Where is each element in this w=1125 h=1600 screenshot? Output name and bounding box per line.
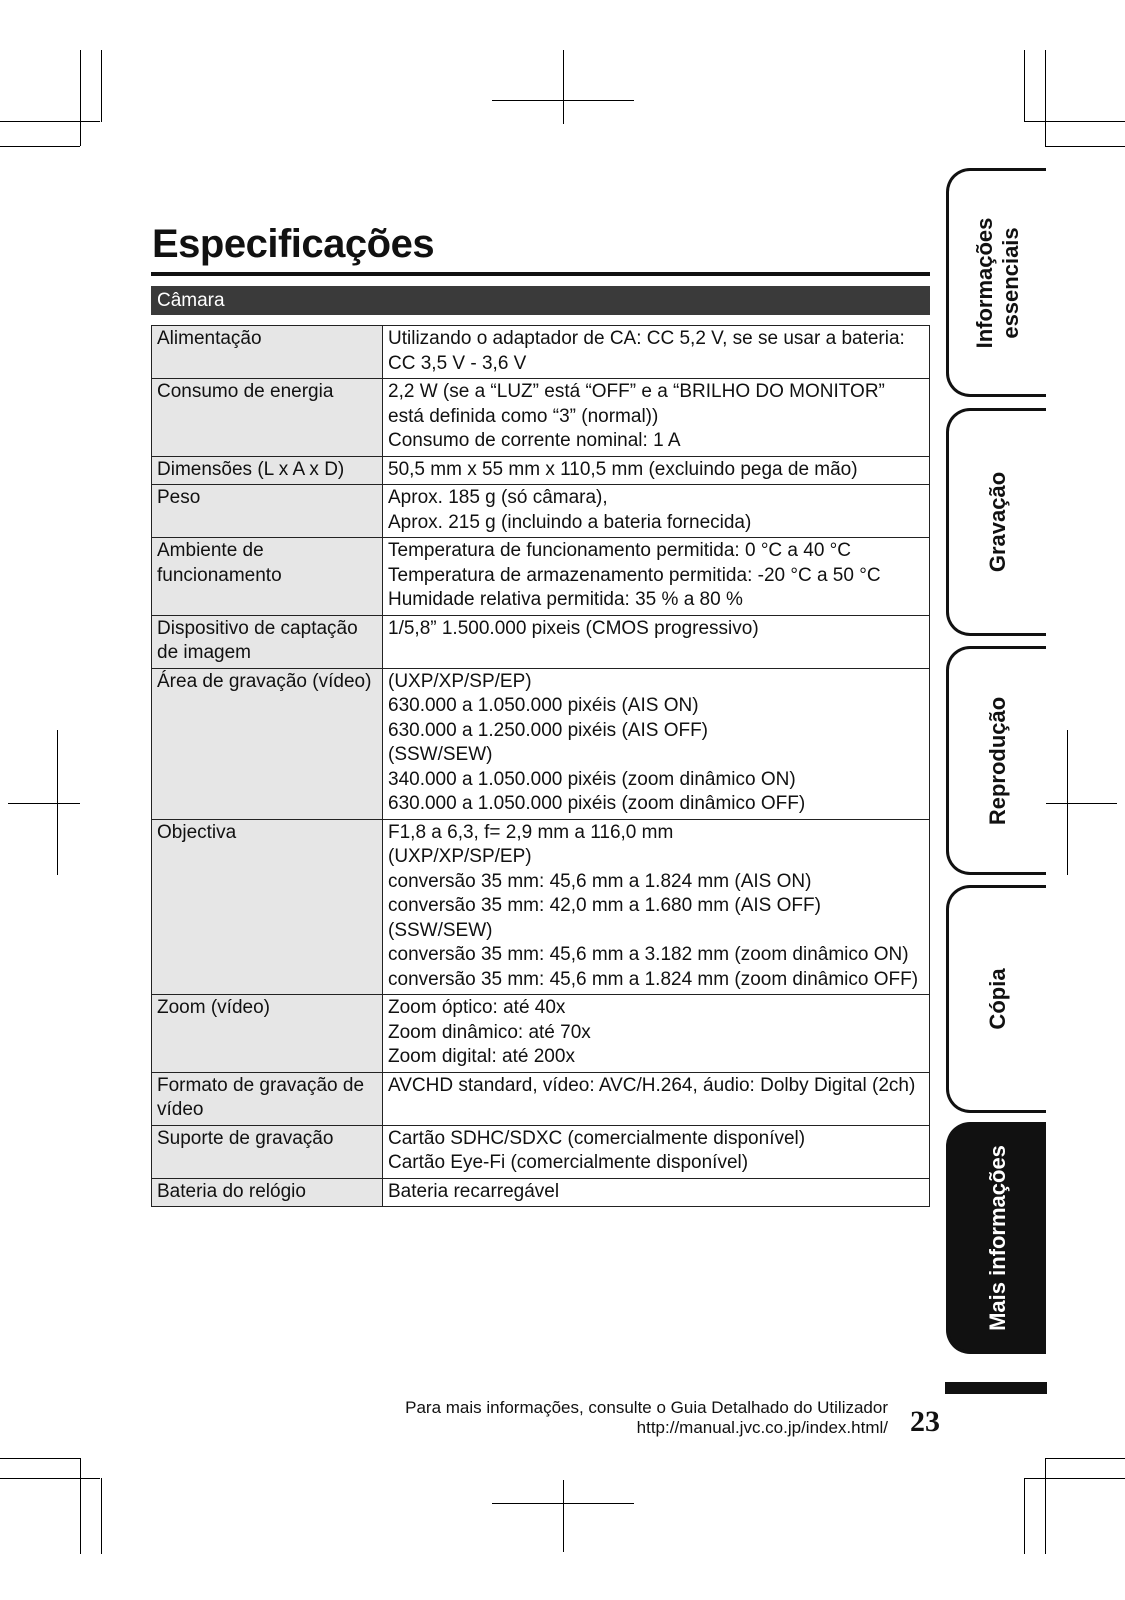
spec-value-line: Aprox. 185 g (só câmara), [388, 487, 608, 508]
tab-label: Cópia [984, 968, 1010, 1030]
spec-value [383, 538, 930, 616]
spec-value-line: F1,8 a 6,3, f= 2,9 mm a 116,0 mm [388, 821, 674, 843]
table-row [152, 1178, 930, 1207]
spec-value-line: Temperatura de funcionamento permitida: 0 °C a 40 °C [388, 540, 851, 561]
table-row [152, 1072, 930, 1125]
tab-label: Informações essenciais [971, 217, 1023, 348]
section-header: Câmara [151, 286, 930, 315]
tab-gravacao[interactable] [946, 408, 1046, 636]
tab-reproducao[interactable] [946, 646, 1046, 875]
spec-value [383, 1072, 930, 1125]
tab-label: Mais informações [984, 1145, 1010, 1331]
spec-value [383, 995, 930, 1073]
spec-value-line: (UXP/XP/SP/EP) [388, 846, 532, 867]
spec-value-line: Zoom digital: até 200x [388, 1046, 575, 1067]
spec-value-line: conversão 35 mm: 42,0 mm a 1.680 mm (AIS OFF) [388, 895, 821, 916]
spec-value-line: CC 3,5 V - 3,6 V [388, 352, 527, 374]
spec-value-line: 630.000 a 1.250.000 pixéis (AIS OFF) [388, 719, 709, 741]
spec-value [383, 1125, 930, 1178]
spec-value-line: 630.000 a 1.050.000 pixéis (AIS ON) [388, 695, 699, 716]
spec-value-line: 1/5,8” 1.500.000 pixeis (CMOS progressivo) [388, 617, 759, 639]
table-row [152, 1125, 930, 1178]
spec-value-line: 2,2 W (se a “LUZ” está “OFF” e a “BRILHO DO MONITOR” [388, 381, 885, 402]
spec-value-line: está definida como “3” (normal)) [388, 405, 659, 427]
spec-value-line: Consumo de corrente nominal: 1 A [388, 430, 681, 451]
table-row [152, 379, 930, 457]
table-row [152, 995, 930, 1073]
spec-label: Ambiente de funcionamento [152, 538, 383, 616]
footer-url[interactable]: http://manual.jvc.co.jp/index.html/ [636, 1418, 888, 1437]
tab-informacoes-essenciais[interactable] [946, 168, 1046, 397]
title-rule [151, 272, 930, 276]
spec-value-line: Aprox. 215 g (incluindo a bateria fornecida) [388, 511, 752, 533]
table-row [152, 456, 930, 485]
spec-label: Formato de gravação de vídeo [152, 1072, 383, 1125]
spec-value [383, 326, 930, 379]
footer-note: Para mais informações, consulte o Guia Detalhado do Utilizador [405, 1398, 888, 1417]
spec-value-line: 630.000 a 1.050.000 pixéis (zoom dinâmico OFF) [388, 793, 806, 814]
spec-label: Área de gravação (vídeo) [152, 668, 383, 819]
spec-label: Objectiva [152, 819, 383, 995]
spec-value [383, 615, 930, 668]
spec-label: Suporte de gravação [152, 1125, 383, 1178]
spec-label: Alimentação [152, 326, 383, 379]
spec-value-line: 340.000 a 1.050.000 pixéis (zoom dinâmico ON) [388, 768, 796, 790]
spec-value-line: (SSW/SEW) [388, 919, 493, 941]
spec-value [383, 379, 930, 457]
spec-value-line: conversão 35 mm: 45,6 mm a 3.182 mm (zoom dinâmico ON) [388, 944, 909, 965]
spec-value [383, 1178, 930, 1207]
page-title: Especificações [152, 222, 435, 266]
spec-value [383, 819, 930, 995]
spec-value-line: Cartão Eye-Fi (comercialmente disponível) [388, 1152, 749, 1173]
tab-label: Gravação [984, 471, 1010, 573]
spec-value-line: Temperatura de armazenamento permitida: -20 °C a 50 °C [388, 564, 881, 586]
tab-copia[interactable] [946, 885, 1046, 1113]
spec-value-line: conversão 35 mm: 45,6 mm a 1.824 mm (AIS ON) [388, 870, 812, 892]
tab-label: Reprodução [984, 696, 1010, 825]
table-row [152, 668, 930, 819]
table-row [152, 326, 930, 379]
footer-bar [945, 1382, 1047, 1394]
spec-value-line: (UXP/XP/SP/EP) [388, 670, 532, 692]
spec-value [383, 668, 930, 819]
spec-label: Dispositivo de captação de imagem [152, 615, 383, 668]
page-number: 23 [910, 1405, 940, 1438]
spec-value-line: 50,5 mm x 55 mm x 110,5 mm (excluindo pega de mão) [388, 458, 858, 480]
table-row [152, 538, 930, 616]
spec-value-line: AVCHD standard, vídeo: AVC/H.264, áudio: Dolby Digital (2ch) [388, 1074, 916, 1096]
spec-value-line: Bateria recarregável [388, 1180, 560, 1202]
spec-value-line: Utilizando o adaptador de CA: CC 5,2 V, se se usar a bateria: [388, 328, 905, 349]
spec-label: Zoom (vídeo) [152, 995, 383, 1073]
table-row [152, 819, 930, 995]
table-row [152, 615, 930, 668]
spec-value-line: Zoom dinâmico: até 70x [388, 1021, 591, 1043]
spec-value [383, 485, 930, 538]
spec-value-line: Humidade relativa permitida: 35 % a 80 % [388, 589, 743, 610]
tab-mais-informacoes[interactable] [946, 1122, 1046, 1354]
spec-label: Peso [152, 485, 383, 538]
spec-value [383, 456, 930, 485]
spec-label: Dimensões (L x A x D) [152, 456, 383, 485]
specifications-table [151, 325, 930, 1207]
spec-value-line: (SSW/SEW) [388, 744, 493, 765]
spec-value-line: Zoom óptico: até 40x [388, 997, 566, 1018]
spec-label: Consumo de energia [152, 379, 383, 457]
spec-value-line: conversão 35 mm: 45,6 mm a 1.824 mm (zoom dinâmico OFF) [388, 968, 919, 990]
spec-label: Bateria do relógio [152, 1178, 383, 1207]
spec-value-line: Cartão SDHC/SDXC (comercialmente disponível) [388, 1127, 806, 1149]
table-row [152, 485, 930, 538]
